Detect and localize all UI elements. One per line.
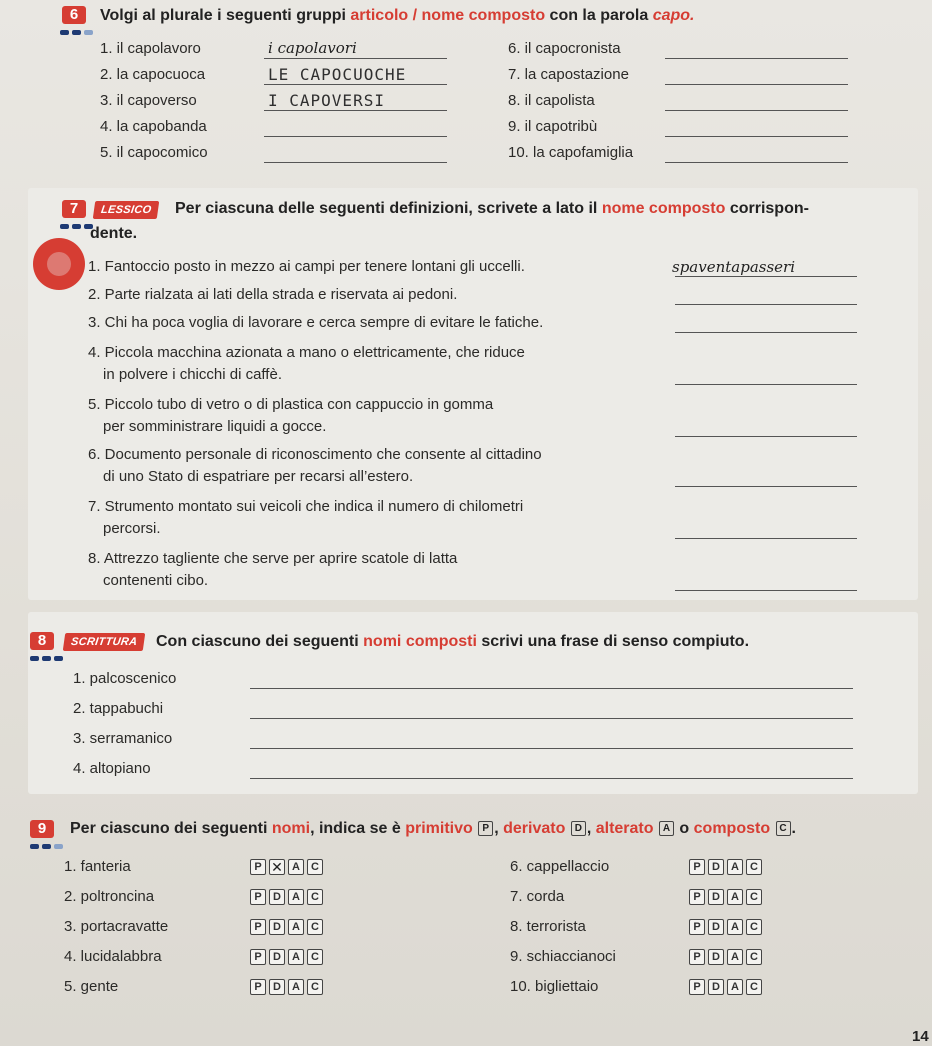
list-item-label: 6. il capocronista — [508, 40, 621, 57]
compound-noun-label: 2. tappabuchi — [73, 700, 164, 717]
difficulty-dashes — [60, 30, 93, 35]
option-d-checkbox[interactable]: D — [708, 889, 724, 905]
option-p-checkbox[interactable]: P — [250, 889, 266, 905]
exercise-7-instruction: Per ciascuna delle seguenti definizioni, scrivete a lato il nome composto corrispon- — [175, 200, 809, 217]
definition-text: percorsi. — [103, 520, 161, 537]
option-c-checkbox[interactable]: C — [307, 859, 323, 875]
classification-options — [250, 889, 323, 905]
written-answer: I CAPOVERSI — [268, 91, 385, 110]
definition-text: 5. Piccolo tubo di vetro o di plastica con cappuccio in gomma — [88, 396, 494, 413]
option-c-checkbox[interactable]: C — [746, 949, 762, 965]
answer-line[interactable] — [675, 538, 857, 539]
option-a-checkbox[interactable]: A — [288, 949, 304, 965]
option-p-checkbox[interactable]: P — [250, 949, 266, 965]
definition-text: 1. Fantoccio posto in mezzo ai campi per tenere lontani gli uccelli. — [88, 258, 525, 275]
difficulty-dashes — [30, 844, 63, 849]
definition-text: di uno Stato di espatriare per recarsi all’estero. — [103, 468, 414, 485]
definition-text: contenenti cibo. — [103, 572, 209, 589]
list-item-label: 1. il capolavoro — [100, 40, 201, 57]
exercise-7-number: 7 — [62, 200, 86, 218]
noun-label: 1. fanteria — [64, 858, 131, 875]
option-d-checkbox[interactable]: D — [269, 979, 285, 995]
option-d-checkbox[interactable]: D — [269, 919, 285, 935]
scrittura-tag: SCRITTURA — [63, 633, 146, 651]
answer-line[interactable] — [675, 590, 857, 591]
definition-text: 8. Attrezzo tagliente che serve per aprire scatole di latta — [88, 550, 458, 567]
answer-line[interactable] — [264, 136, 447, 137]
page-number: 14 — [912, 1028, 929, 1045]
apprendimento-cooperativo-badge — [33, 238, 85, 290]
exercise-7-instruction-line2: dente. — [90, 225, 138, 242]
answer-line[interactable] — [675, 486, 857, 487]
list-item-label: 4. la capobanda — [100, 118, 207, 135]
option-a-checkbox[interactable]: A — [288, 919, 304, 935]
list-item-label: 7. la capostazione — [508, 66, 629, 83]
noun-label: 7. corda — [510, 888, 565, 905]
option-c-checkbox[interactable]: C — [307, 919, 323, 935]
list-item-label: 2. la capocuoca — [100, 66, 206, 83]
definition-text: per somministrare liquidi a gocce. — [103, 418, 327, 435]
compound-noun-label: 1. palcoscenico — [73, 670, 177, 687]
sentence-line[interactable] — [250, 748, 853, 749]
option-c-checkbox[interactable]: C — [307, 979, 323, 995]
difficulty-dashes — [30, 656, 63, 661]
definition-text: 7. Strumento montato sui veicoli che indica il numero di chilometri — [88, 498, 524, 515]
list-item-label: 5. il capocomico — [100, 144, 208, 161]
option-d-checkbox[interactable]: D — [269, 889, 285, 905]
option-a-checkbox[interactable]: A — [727, 979, 743, 995]
compound-noun-label: 3. serramanico — [73, 730, 173, 747]
answer-line[interactable] — [675, 276, 857, 277]
option-d-checkbox[interactable]: D — [708, 919, 724, 935]
answer-line[interactable] — [264, 84, 447, 85]
answer-line[interactable] — [675, 304, 857, 305]
option-p-checkbox[interactable]: P — [250, 919, 266, 935]
exercise-6-number: 6 — [62, 6, 86, 24]
option-a-checkbox[interactable]: A — [288, 859, 304, 875]
option-c-checkbox[interactable]: C — [746, 859, 762, 875]
classification-options — [689, 979, 762, 995]
option-a-checkbox[interactable]: A — [288, 979, 304, 995]
list-item-label: 10. la capofamiglia — [508, 144, 634, 161]
classification-options — [250, 919, 323, 935]
definition-text: 2. Parte rialzata ai lati della strada e riservata ai pedoni. — [88, 286, 458, 303]
classification-options — [250, 979, 323, 995]
option-c-checkbox[interactable]: C — [746, 889, 762, 905]
written-answer: spaventapasseri — [672, 258, 796, 276]
noun-label: 4. lucidalabbra — [64, 948, 162, 965]
option-p-checkbox[interactable]: P — [689, 889, 705, 905]
definition-text: 3. Chi ha poca voglia di lavorare e cerca sempre di evitare le fatiche. — [88, 314, 544, 331]
classification-options — [250, 859, 323, 875]
answer-line[interactable] — [675, 384, 857, 385]
lessico-tag: LESSICO — [93, 201, 160, 219]
difficulty-dashes — [60, 224, 93, 229]
option-a-checkbox[interactable]: A — [727, 859, 743, 875]
list-item-label: 8. il capolista — [508, 92, 595, 109]
exercise-6-instruction: Volgi al plurale i seguenti gruppi articolo / nome composto con la parola capo. — [100, 7, 695, 24]
noun-label: 5. gente — [64, 978, 119, 995]
written-answer: i capolavori — [268, 39, 357, 57]
option-c-checkbox[interactable]: C — [746, 919, 762, 935]
classification-options — [689, 889, 762, 905]
option-d-checkbox[interactable]: D — [708, 949, 724, 965]
classification-options — [250, 949, 323, 965]
classification-options — [689, 919, 762, 935]
definition-text: 4. Piccola macchina azionata a mano o elettricamente, che riduce — [88, 344, 525, 361]
written-answer: LE CAPOCUOCHE — [268, 65, 407, 84]
answer-line[interactable] — [665, 110, 848, 111]
compound-noun-label: 4. altopiano — [73, 760, 151, 777]
option-d-checkbox[interactable]: D — [708, 979, 724, 995]
sentence-line[interactable] — [250, 718, 853, 719]
option-d-checkbox[interactable] — [269, 859, 285, 875]
answer-line[interactable] — [665, 84, 848, 85]
option-a-checkbox[interactable]: A — [288, 889, 304, 905]
noun-label: 9. schiaccianoci — [510, 948, 616, 965]
list-item-label: 3. il capoverso — [100, 92, 197, 109]
classification-options — [689, 859, 762, 875]
answer-line[interactable] — [264, 110, 447, 111]
exercise-8-instruction: Con ciascuno dei seguenti nomi composti scrivi una frase di senso compiuto. — [156, 633, 750, 650]
noun-label: 8. terrorista — [510, 918, 586, 935]
answer-line[interactable] — [675, 436, 857, 437]
exercise-8-number: 8 — [30, 632, 54, 650]
option-p-checkbox[interactable]: P — [689, 859, 705, 875]
option-a-checkbox[interactable]: A — [727, 889, 743, 905]
option-c-checkbox[interactable]: C — [746, 979, 762, 995]
noun-label: 10. bigliettaio — [510, 978, 599, 995]
option-d-checkbox[interactable]: D — [708, 859, 724, 875]
answer-line[interactable] — [665, 136, 848, 137]
noun-label: 3. portacravatte — [64, 918, 169, 935]
sentence-line[interactable] — [250, 778, 853, 779]
exercise-9-instruction: Per ciascuno dei seguenti nomi, indica se è primitivo P , derivato D , alterato A o composto C . — [70, 820, 796, 837]
option-a-checkbox[interactable]: A — [727, 919, 743, 935]
option-c-checkbox[interactable]: C — [307, 889, 323, 905]
definition-text: in polvere i chicchi di caffè. — [103, 366, 282, 383]
answer-line[interactable] — [665, 162, 848, 163]
answer-line[interactable] — [665, 58, 848, 59]
option-p-checkbox[interactable]: P — [250, 859, 266, 875]
option-p-checkbox[interactable]: P — [689, 949, 705, 965]
list-item-label: 9. il capotribù — [508, 118, 598, 135]
option-p-checkbox[interactable]: P — [689, 979, 705, 995]
exercise-9-number: 9 — [30, 820, 54, 838]
answer-line[interactable] — [264, 58, 447, 59]
definition-text: 6. Documento personale di riconoscimento che consente al cittadino — [88, 446, 542, 463]
option-c-checkbox[interactable]: C — [307, 949, 323, 965]
noun-label: 6. cappellaccio — [510, 858, 610, 875]
answer-line[interactable] — [264, 162, 447, 163]
option-p-checkbox[interactable]: P — [689, 919, 705, 935]
option-a-checkbox[interactable]: A — [727, 949, 743, 965]
option-p-checkbox[interactable]: P — [250, 979, 266, 995]
answer-line[interactable] — [675, 332, 857, 333]
classification-options — [689, 949, 762, 965]
noun-label: 2. poltroncina — [64, 888, 155, 905]
sentence-line[interactable] — [250, 688, 853, 689]
option-d-checkbox[interactable]: D — [269, 949, 285, 965]
